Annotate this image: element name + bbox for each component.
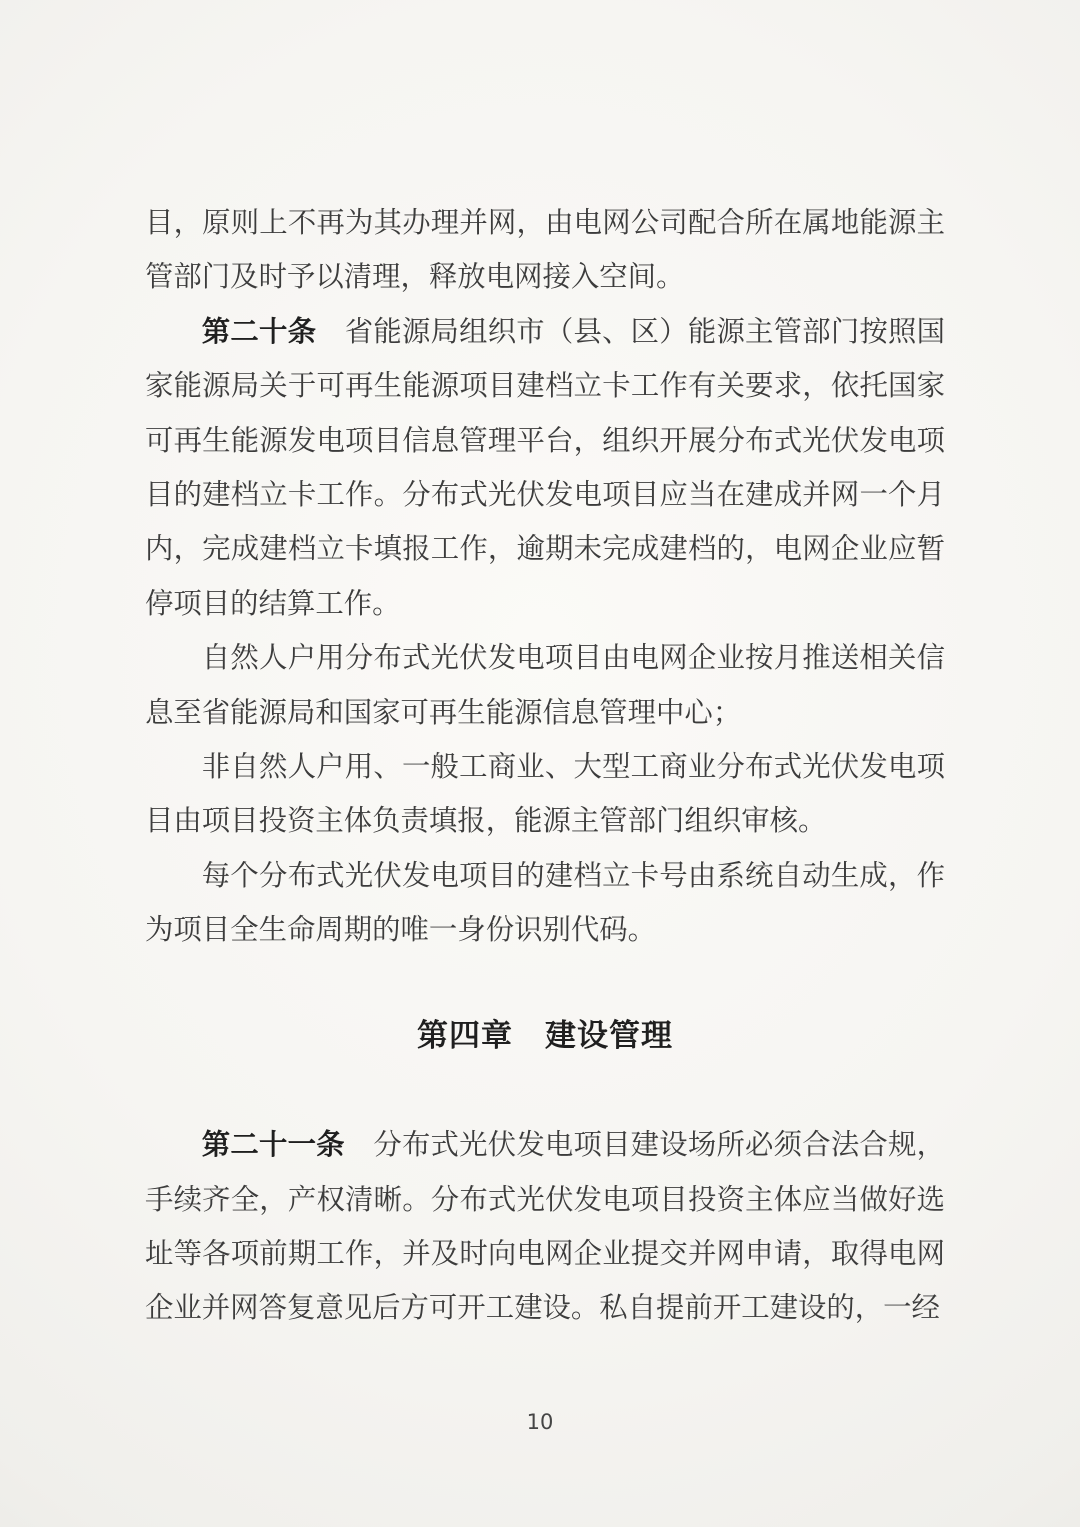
continuation-paragraph <box>145 196 945 305</box>
record-id-paragraph <box>145 849 945 958</box>
paragraph-text: 分布式光伏发电项目建设场所必须合法合规，手续齐全，产权清晰。分布式光伏发电项目投资主体应当做好选址等各项前期工作，并及时向电网企业提交并网申请，取得电网企业并网答复意见后方可开工建设。私自提前开工建设的，一经 <box>145 1128 945 1325</box>
paragraph-text: 省能源局组织市（县、区）能源主管部门按照国家能源局关于可再生能源项目建档立卡工作有关要求，依托国家可再生能源发电项目信息管理平台，组织开展分布式光伏发电项目的建档立卡工作。分布式光伏发电项目应当在建成并网一个月内，完成建档立卡填报工作，逾期未完成建档的，电网企业应暂停项目的结算工作。 <box>145 314 945 620</box>
paragraph-text: 非自然人户用、一般工商业、大型工商业分布式光伏发电项目由项目投资主体负责填报，能源主管部门组织审核。 <box>145 750 945 838</box>
natural-person-paragraph <box>145 631 945 740</box>
article-20-paragraph <box>145 305 945 631</box>
page-number: 10 <box>526 1410 554 1434</box>
article-20-number: 第二十条 <box>201 314 317 348</box>
chapter-heading: 第四章 建设管理 <box>417 1017 673 1054</box>
article-21-number: 第二十一条 <box>201 1128 345 1162</box>
article-21-paragraph <box>145 1118 945 1336</box>
paragraph-text: 每个分布式光伏发电项目的建档立卡号由系统自动生成，作为项目全生命周期的唯一身份识别代码。 <box>145 858 945 947</box>
non-natural-person-paragraph <box>145 740 945 849</box>
document-body <box>145 196 945 1336</box>
paragraph-text: 目，原则上不再为其办理并网，由电网公司配合所在属地能源主管部门及时予以清理，释放电网接入空间。 <box>145 206 945 294</box>
paragraph-text: 自然人户用分布式光伏发电项目由电网企业按月推送相关信息至省能源局和国家可再生能源信息管理中心； <box>145 641 945 729</box>
